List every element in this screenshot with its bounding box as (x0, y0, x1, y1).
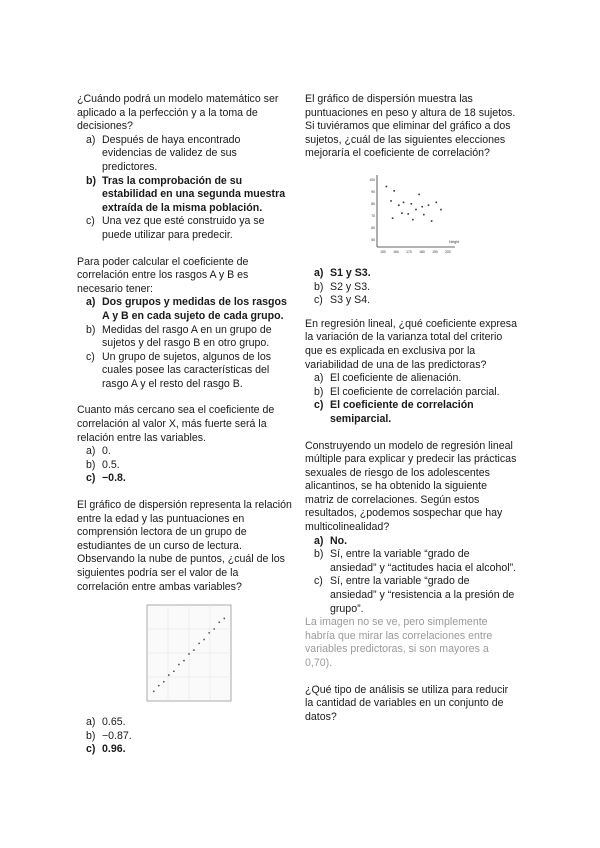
y-tick-label: 50 (371, 237, 375, 242)
option-text: Sí, entre la variable “grado de ansiedad” y “actitudes hacia el alcohol”. (330, 548, 517, 574)
options-list (77, 296, 293, 391)
data-point (411, 203, 413, 205)
answer-option (305, 548, 517, 575)
options-list (77, 445, 293, 486)
data-point (421, 206, 423, 208)
answer-option (77, 215, 293, 242)
answer-option (305, 281, 517, 295)
option-letter: a) (86, 133, 96, 146)
answer-option (305, 399, 517, 426)
answer-option (77, 445, 293, 459)
data-point (223, 618, 225, 620)
x-tick-label: 200 (445, 249, 451, 254)
answer-option (77, 296, 293, 323)
data-point (418, 194, 420, 196)
data-point (183, 660, 185, 662)
answer-option (77, 134, 293, 175)
option-letter: a) (86, 716, 96, 729)
option-text: 0.96. (102, 743, 126, 756)
axis-ticks (369, 178, 451, 254)
option-letter: a) (86, 296, 96, 309)
y-tick-label: 90 (371, 189, 375, 194)
option-letter: b) (314, 385, 324, 398)
option-text: 0.65. (102, 716, 126, 729)
data-point (218, 622, 220, 624)
data-point (407, 213, 409, 215)
option-letter: a) (314, 372, 324, 385)
option-letter: c) (86, 743, 96, 756)
x-axis-label: Height (449, 239, 460, 244)
answer-option (77, 324, 293, 351)
options-list (305, 372, 517, 426)
scatter-plot-age-reading (77, 594, 293, 716)
option-letter: b) (86, 323, 96, 336)
option-letter: b) (86, 458, 96, 471)
answer-option (77, 716, 293, 730)
data-point (435, 202, 437, 204)
option-letter: c) (86, 215, 95, 228)
option-letter: a) (314, 534, 324, 547)
data-point (158, 685, 160, 687)
option-text: S1 y S3. (330, 266, 371, 279)
option-text: −0.87. (102, 729, 132, 742)
option-text: 0.5. (102, 458, 120, 471)
option-text: Una vez que esté construido ya se puede utilizar para predecir. (102, 215, 265, 241)
options-list (77, 716, 293, 757)
data-point (392, 217, 394, 219)
answer-option (77, 743, 293, 757)
options-list (77, 134, 293, 243)
option-letter: c) (86, 350, 95, 363)
answer-option (305, 372, 517, 386)
y-tick-label: 100 (369, 177, 375, 182)
data-point (173, 671, 175, 673)
option-text: Dos grupos y medidas de los rasgos A y B en cada sujeto de cada grupo. (102, 296, 287, 322)
data-point (386, 186, 388, 188)
data-point (203, 639, 205, 641)
data-point (412, 219, 414, 221)
x-tick-label: 180 (419, 249, 425, 254)
right-column (305, 93, 517, 724)
option-letter: c) (314, 575, 323, 588)
points (386, 186, 442, 222)
scatter-plot-weight-height (305, 161, 517, 267)
answer-option (77, 459, 293, 473)
data-point (393, 190, 395, 192)
option-text: S3 y S4. (330, 294, 371, 307)
data-point (163, 681, 165, 683)
option-text: Sí, entre la variable “grado de ansiedad” y “resistencia a la presión de grupo”. (330, 575, 515, 615)
option-text: El coeficiente de correlación semiparcial. (330, 399, 474, 425)
data-point (178, 664, 180, 666)
option-letter: b) (314, 548, 324, 561)
answer-option (77, 472, 293, 486)
data-point (398, 204, 400, 206)
answer-option (305, 294, 517, 308)
data-point (431, 220, 433, 222)
answer-option (305, 535, 517, 549)
question-text: Para poder calcular el coeficiente de correlación entre los rasgos A y B es necesario tener: (77, 255, 249, 295)
answer-option (77, 730, 293, 744)
option-letter: a) (86, 445, 96, 458)
x-tick-label: 150 (380, 249, 386, 254)
data-point (208, 632, 210, 634)
answer-option (305, 386, 517, 400)
question-text: El gráfico de dispersión representa la relación entre la edad y las puntuaciones en comprensión lectora de un grupo de estudiantes de un curso de lectura. Observando la nube de puntos, ¿cuál de los siguientes podría ser el valor de la correlación entre ambas variables? (77, 499, 292, 593)
data-point (168, 674, 170, 676)
option-letter: c) (86, 472, 96, 485)
option-text: 0. (102, 445, 111, 458)
data-point (428, 204, 430, 206)
data-point (403, 202, 405, 204)
scatter-figure-weight (305, 161, 517, 267)
x-tick-label: 190 (432, 249, 438, 254)
y-tick-label: 80 (371, 201, 375, 206)
option-letter: a) (314, 266, 324, 279)
option-letter: b) (314, 280, 324, 293)
question-text: Cuanto más cercano sea el coeficiente de correlación al valor X, más fuerte será la relación entre las variables. (77, 404, 275, 444)
data-point (213, 628, 215, 630)
question-text: ¿Qué tipo de análisis se utiliza para reducir la cantidad de variables en un conjunto de datos? (305, 683, 509, 723)
data-point (198, 643, 200, 645)
options-list (305, 267, 517, 308)
option-text: No. (330, 534, 348, 547)
left-column (77, 93, 293, 757)
option-text: Tras la comprobación de su estabilidad en una segunda muestra extraída de la misma población. (102, 174, 286, 214)
data-point (423, 214, 425, 216)
question-text: El gráfico de dispersión muestra las puntuaciones en peso y altura de 18 sujetos. Si tuviéramos que eliminar del gráfico a dos sujetos, ¿cuál de las siguientes elecciones mejoraría el coeficiente de correlación? (305, 93, 516, 160)
option-text: Después de haya encontrado evidencias de validez de sus predictores. (102, 133, 241, 173)
options-list (305, 535, 517, 617)
option-text: Medidas del rasgo A en un grupo de sujetos y del rasgo B en otro grupo. (102, 323, 272, 350)
data-point (415, 209, 417, 211)
data-point (153, 691, 155, 693)
data-point (401, 212, 403, 214)
option-letter: c) (314, 294, 323, 307)
answer-option (305, 575, 517, 616)
x-tick-label: 170 (406, 249, 412, 254)
y-tick-label: 60 (371, 225, 375, 230)
data-point (440, 209, 442, 211)
option-letter: b) (86, 729, 96, 742)
data-point (188, 653, 190, 655)
question-text: En regresión lineal, ¿qué coeficiente expresa la variación de la varianza total del criterio que es explicada en exclusiva por la variabilidad de una de las predictoras? (305, 317, 517, 371)
data-point (193, 649, 195, 651)
scatter-figure-age (77, 594, 293, 716)
data-point (390, 200, 392, 202)
option-letter: b) (86, 174, 96, 187)
option-text: −0.8. (102, 472, 126, 485)
question-text: Construyendo un modelo de regresión lineal múltiple para explicar y predecir las prácticas sexuales de riesgo de los adolescentes alicantinos, se ha obtenido la siguiente matriz de correlaciones. Según estos resultados, ¿podemos sospechar que hay multicolinealidad? (305, 439, 517, 534)
answer-option (305, 267, 517, 281)
option-text: S2 y S3. (330, 280, 371, 293)
option-letter: c) (314, 399, 324, 412)
answer-option (77, 351, 293, 392)
option-text: El coeficiente de correlación parcial. (330, 385, 500, 398)
answer-option (77, 175, 293, 216)
explanation-note: La imagen no se ve, pero simplemente habría que mirar las correlaciones entre variables predictoras, si son mayores a 0,70). (305, 616, 493, 669)
option-text: Un grupo de sujetos, algunos de los cuales posee las características del rasgo A y el resto del rasgo B. (102, 350, 272, 390)
x-tick-label: 160 (393, 249, 399, 254)
question-text: ¿Cuándo podrá un modelo matemático ser aplicado a la perfección y a la toma de decisiones? (77, 93, 279, 133)
y-tick-label: 70 (371, 213, 375, 218)
option-text: El coeficiente de alienación. (330, 372, 462, 385)
